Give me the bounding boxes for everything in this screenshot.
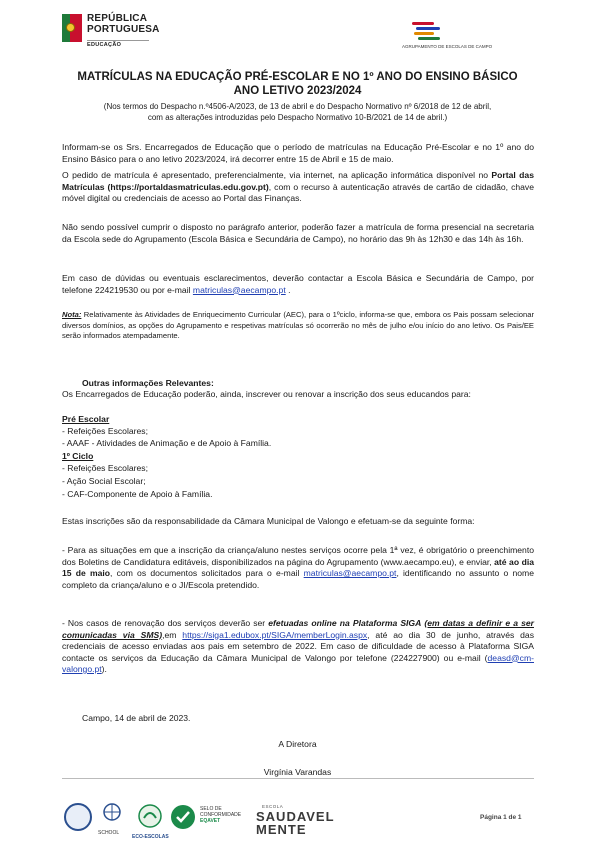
selo-conformidade-text: SELO DE CONFORMIDADE EQAVET <box>200 806 242 824</box>
paragraph-pedido: O pedido de matrícula é apresentado, preferencialmente, via internet, na aplicação informática disponível no Portal das Matrículas (https://portaldasmatriculas.edu.gov.pt), com o recurso à autenticação através de cartão de cidadão, chave móvel digital ou credenciais de acesso ao Portal das Finanças. <box>62 170 534 203</box>
signature-name: Virgínia Varandas <box>263 767 332 777</box>
portal-matriculas-text: Portal das Matrículas (https://portaldasmatriculas.edu.gov.pt) <box>62 170 534 192</box>
portugal-flag-icon <box>62 14 82 42</box>
footer-divider <box>62 778 534 779</box>
date-line: Campo, 14 de abril de 2023. <box>82 713 191 723</box>
page-number: Página 1 de 1 <box>480 814 522 821</box>
educacao-text: EDUCAÇÃO <box>87 40 149 48</box>
school-globe-icon <box>98 803 126 825</box>
paragraph-contactos: Em caso de dúvidas ou eventuais esclarecimentos, deverão contactar a Escola Básica e Secundária de Campo, por telefone 224219530 ou por e-mail matriculas@aecampo.pt . <box>62 273 534 295</box>
email-link-deasd[interactable]: deasd@cm-valongo.pt <box>62 652 534 674</box>
subtitle-line2: com as alterações introduzidas pelo Despacho Normativo 10-B/2021 de 14 de abril.) <box>147 113 448 122</box>
eqavet-logo <box>170 804 196 835</box>
republica-text: REPÚBLICA PORTUGUESA <box>87 13 160 35</box>
agrupamento-circle-logo <box>64 803 92 831</box>
pre-escolar-heading: Pré Escolar <box>62 414 110 424</box>
nota-label: Nota: <box>62 310 82 319</box>
paragraph-nota: Nota: Relativamente às Atividades de Enriquecimento Curricular (AEC), para o 1ºciclo, informa-se que, embora os Pais possam selecionar diversos domínios, as opções do Agrupamento e respetivas matrículas só ocorrerão no mês de julho e/ou início do ano letivo. Os Pais/EE serão informados atempadamente. <box>62 310 534 340</box>
paragraph-renovacao: - Nos casos de renovação dos serviços deverão ser efetuadas online na Plataforma SIGA (em datas a definir e a ser comunicadas via SMS),em https://siga1.edubox.pt/SIGA/memberLogin.aspx, até ao dia 30 de junho, através das credenciais de acesso enviadas aos pais em setembro de 2022. Em caso de dificuldade de acesso à Plataforma SIGA contacte os serviços da Educação da Câmara Municipal de Valongo por telefone (224227900) ou e-mail (deasd@cm-valongo.pt). <box>62 618 534 674</box>
paragraph-periodo: Informam-se os Srs. Encarregados de Educação que o período de matrículas na Educação Pré-Escolar e no 1º ano do Ensino Básico para o ano letivo 2023/2024, irá decorrer entre 15 de Abril e 15 de maio. <box>62 142 534 164</box>
outras-info-heading: Outras informações Relevantes: <box>82 378 214 388</box>
paragraph-outras: Os Encarregados de Educação poderão, ainda, inscrever ou renovar a inscrição dos seus educandos para: <box>62 389 471 399</box>
eco-escolas-logo: ECO-ESCOLAS <box>132 802 169 840</box>
paragraph-primeira-vez: - Para as situações em que a inscrição da criança/aluno nestes serviços ocorre pela 1ª vez, é obrigatório o preenchimento dos Boletins de Candidatura editáveis, disponibilizados na página do Agrupamento (www.aecampo.eu), e enviar, até ao dia 15 de maio, com os documentos solicitados para o e-mail matriculas@aecampo.pt, identificando no assunto o nome completo da criança/aluno e o JI/Escola pretendido. <box>62 545 534 590</box>
eco-escolas-icon <box>135 802 165 832</box>
agrupamento-text: AGRUPAMENTO DE ESCOLAS DE CAMPO <box>402 44 493 49</box>
list-item: - AAAF - Atividades de Animação e de Apoio à Família. <box>62 438 272 448</box>
page-title-line2: ANO LETIVO 2023/2024 <box>233 85 362 97</box>
eqavet-check-icon <box>170 804 196 830</box>
siga-platform-link[interactable]: https://siga1.edubox.pt/SIGA/memberLogin.aspx <box>182 629 368 640</box>
primeiro-ciclo-heading: 1º Ciclo <box>62 451 94 461</box>
school-logo: SCHOOL <box>98 803 126 836</box>
email-link-matriculas-2[interactable]: matriculas@aecampo.pt <box>303 568 397 578</box>
paragraph-responsabilidade: Estas inscrições são da responsabilidade da Câmara Municipal de Valongo e efetuam-se da seguinte forma: <box>62 516 475 526</box>
agrupamento-swoosh-icon <box>412 22 442 40</box>
subtitle-line1: (Nos termos do Despacho n.º4506-A/2023, de 13 de abril e do Despacho Normativo nº 6/2018 de 12 de abril, <box>103 102 492 111</box>
list-item: - CAF-Componente de Apoio à Família. <box>62 489 213 499</box>
page-title-line1: MATRÍCULAS NA EDUCAÇÃO PRÉ-ESCOLAR E NO 1º ANO DO ENSINO BÁSICO <box>77 71 518 83</box>
saudavel-tag: ESCOLA <box>262 804 284 809</box>
diretora-label: A Diretora <box>278 739 317 749</box>
republica-portuguesa-logo <box>62 12 172 50</box>
list-item: - Refeições Escolares; <box>62 463 148 473</box>
list-item: - Ação Social Escolar; <box>62 476 146 486</box>
email-link-matriculas[interactable]: matriculas@aecampo.pt <box>192 284 286 295</box>
paragraph-presencial: Não sendo possível cumprir o disposto no parágrafo anterior, poderão fazer a matrícula de forma presencial na secretaria da Escola sede do Agrupamento (Escola Básica e Secundária de Campo), no horário das 9h às 12h30 e das 14h às 16h. <box>62 222 534 244</box>
agrupamento-logo <box>402 14 517 52</box>
saudavel-mente-logo: SAUDAVEL MENTE <box>256 809 335 837</box>
list-item: - Refeições Escolares; <box>62 426 148 436</box>
